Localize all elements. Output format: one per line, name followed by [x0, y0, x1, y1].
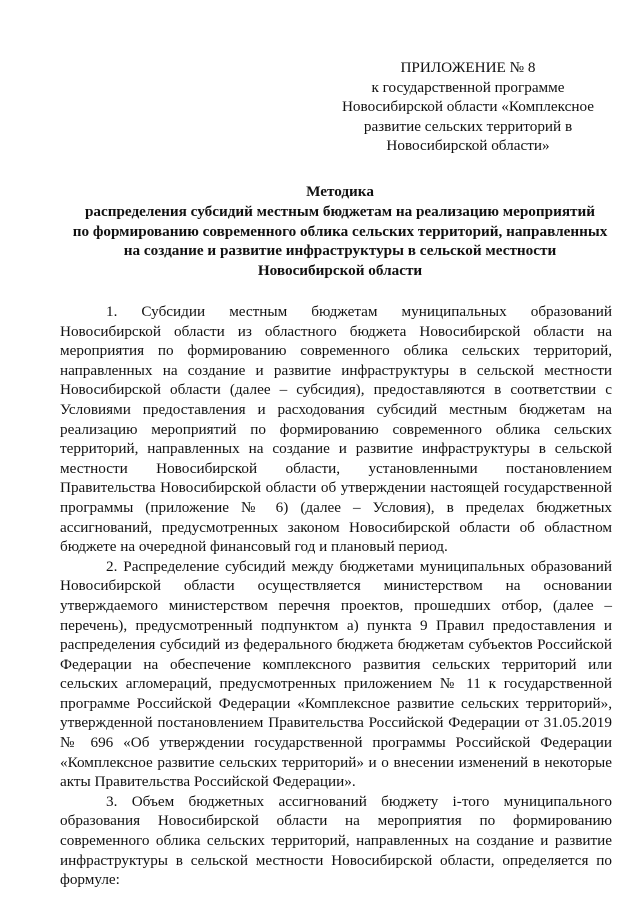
paragraph-1: 1. Субсидии местным бюджетам муниципальных образований Новосибирской области из областного бюджета Новосибирской области на мероприятия по формированию современного облика сельских территорий, направленных на создание и развитие инфраструктуры в сельской местности Новосибирской области (далее – субсидия), предоставляются в соответствии с Условиями предоставления и расходования субсидий местным бюджетам на реализацию мероприятий по формированию современного облика сельских территорий, направленных на создание и развитие инфраструктуры в сельской местности Новосибирской области, установленными постановлением Правительства Новосибирской области об утверждении настоящей государственной программы (приложение № 6) (далее – Условия), в пределах бюджетных ассигнований, предусмотренных законом Новосибирской области об областном бюджете на очередной финансовый год и плановый период. [60, 303, 612, 556]
appendix-line: развитие сельских территорий в [363, 117, 573, 135]
appendix-line: Новосибирской области «Комплексное [341, 98, 595, 115]
title-line: распределения субсидий местным бюджетам на реализацию мероприятий [84, 202, 596, 220]
appendix-line: Новосибирской области» [386, 137, 550, 154]
paragraph-2: 2. Распределение субсидий между бюджетами муниципальных образований Новосибирской области осуществляется министерством на основании утверждаемого министерством перечня проектов, прошедших отбор, (далее – перечень), предусмотренный подпунктом а) пункта 9 Правил предоставления и распределения субсидий из федерального бюджета бюджетам субъектов Российской Федерации на обеспечение комплексного развития сельских территорий или сельских агломераций, предусмотренных приложением № 11 к государственной программе Российской Федерации «Комплексное развитие сельских территорий», утвержденной постановлением Правительства Российской Федерации от 31.05.2019 № 696 «Об утверждении государственной программы Российской Федерации «Комплексное развитие сельских территорий» и о внесении изменений в некоторые акты Правительства Российской Федерации». [60, 557, 612, 791]
paragraph-3: 3. Объем бюджетных ассигнований бюджету i-того муниципального образования Новосибирской области на мероприятия по формированию современного облика сельских территорий, направленных на создание и развитие инфраструктуры в сельской местности Новосибирской области, определяется по формуле: [60, 792, 612, 889]
title-line: по формированию современного облика сельских территорий, направленных [72, 222, 608, 240]
title-line: на создание и развитие инфраструктуры в сельской местности [123, 242, 557, 260]
document-body [60, 302, 612, 890]
title-heading: Методика [306, 183, 374, 200]
appendix-number: ПРИЛОЖЕНИЕ № 8 [400, 59, 536, 76]
appendix-line: к государственной программе [371, 78, 565, 96]
appendix-header [332, 58, 604, 156]
title-line: Новосибирской области [257, 262, 423, 280]
document-title [60, 182, 620, 281]
